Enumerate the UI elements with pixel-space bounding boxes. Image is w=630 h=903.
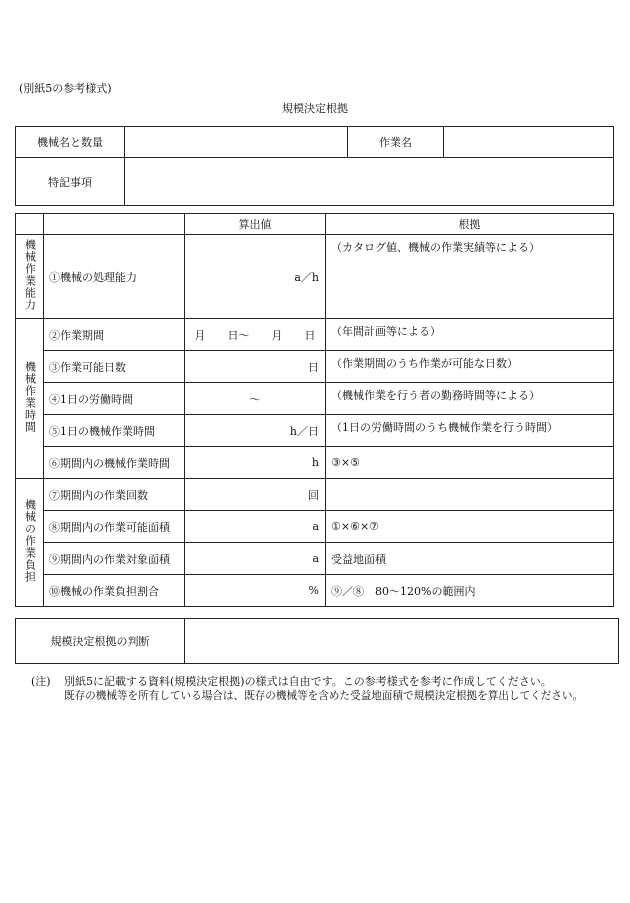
machine-value-cell[interactable] <box>125 127 348 158</box>
note-line-1: 別紙5に記載する資料(規模決定根拠)の様式は自由です。この参考様式を参考に作成してください。 <box>64 675 552 688</box>
row-value[interactable]: 回 <box>185 479 326 511</box>
reference-form-label: (別紙5の参考様式) <box>19 82 112 95</box>
special-label: 特記事項 <box>16 158 125 206</box>
basis-header: 根拠 <box>326 214 614 235</box>
note-prefix: (注) <box>31 675 51 688</box>
calc-header: 算出値 <box>185 214 326 235</box>
row-value[interactable]: 〜 <box>185 383 326 415</box>
row-item: ⑦期間内の作業回数 <box>44 479 185 511</box>
row-basis[interactable]: ⑨／⑧ 80〜120%の範囲内 <box>326 575 614 607</box>
row-item: ⑩機械の作業負担割合 <box>44 575 185 607</box>
page-title: 規模決定根拠 <box>282 102 348 115</box>
row-basis[interactable] <box>326 479 614 511</box>
row-item: ⑤1日の機械作業時間 <box>44 415 185 447</box>
header-table <box>15 126 614 206</box>
row-value[interactable]: h <box>185 447 326 479</box>
row-item: ③作業可能日数 <box>44 351 185 383</box>
row-value[interactable]: 日 <box>185 351 326 383</box>
work-value-cell[interactable] <box>444 127 614 158</box>
row-basis[interactable]: ③×⑤ <box>326 447 614 479</box>
row-basis[interactable]: 受益地面積 <box>326 543 614 575</box>
row-value[interactable]: h／日 <box>185 415 326 447</box>
row-value[interactable]: a <box>185 543 326 575</box>
row-item: ②作業期間 <box>44 319 185 351</box>
row-basis[interactable]: （作業期間のうち作業が可能な日数） <box>326 351 614 383</box>
corner-cell <box>16 214 44 235</box>
item-header-cell <box>44 214 185 235</box>
special-value-cell[interactable] <box>125 158 614 206</box>
row-basis[interactable]: ①×⑥×⑦ <box>326 511 614 543</box>
row-item: ④1日の労働時間 <box>44 383 185 415</box>
row-item: ⑨期間内の作業対象面積 <box>44 543 185 575</box>
work-label: 作業名 <box>348 127 444 158</box>
row-basis[interactable]: （年間計画等による） <box>326 319 614 351</box>
row-item: ⑥期間内の機械作業時間 <box>44 447 185 479</box>
judgement-value-cell[interactable] <box>185 619 619 664</box>
row-item: ①機械の処理能力 <box>44 235 185 319</box>
group-label-burden: 機械の作業負担 <box>16 479 44 607</box>
row-value[interactable]: a／h <box>185 235 326 319</box>
row-item: ⑧期間内の作業可能面積 <box>44 511 185 543</box>
basis-table <box>15 213 614 607</box>
row-basis[interactable]: （カタログ値、機械の作業実績等による） <box>326 235 614 319</box>
row-value[interactable]: 月 日〜 月 日 <box>185 319 326 351</box>
group-label-time: 機械作業時間 <box>16 319 44 479</box>
group-label-capacity: 機械作業能力 <box>16 235 44 319</box>
judgement-label: 規模決定根拠の判断 <box>16 619 185 664</box>
note-line-2: 既存の機械等を所有している場合は、既存の機械等を含めた受益地面積で規模決定根拠を算出してください。 <box>64 690 584 702</box>
row-value[interactable]: a <box>185 511 326 543</box>
row-value[interactable]: % <box>185 575 326 607</box>
row-basis[interactable]: （1日の労働時間のうち機械作業を行う時間） <box>326 415 614 447</box>
row-basis[interactable]: （機械作業を行う者の勤務時間等による） <box>326 383 614 415</box>
judgement-table <box>15 618 619 664</box>
machine-label: 機械名と数量 <box>16 127 125 158</box>
